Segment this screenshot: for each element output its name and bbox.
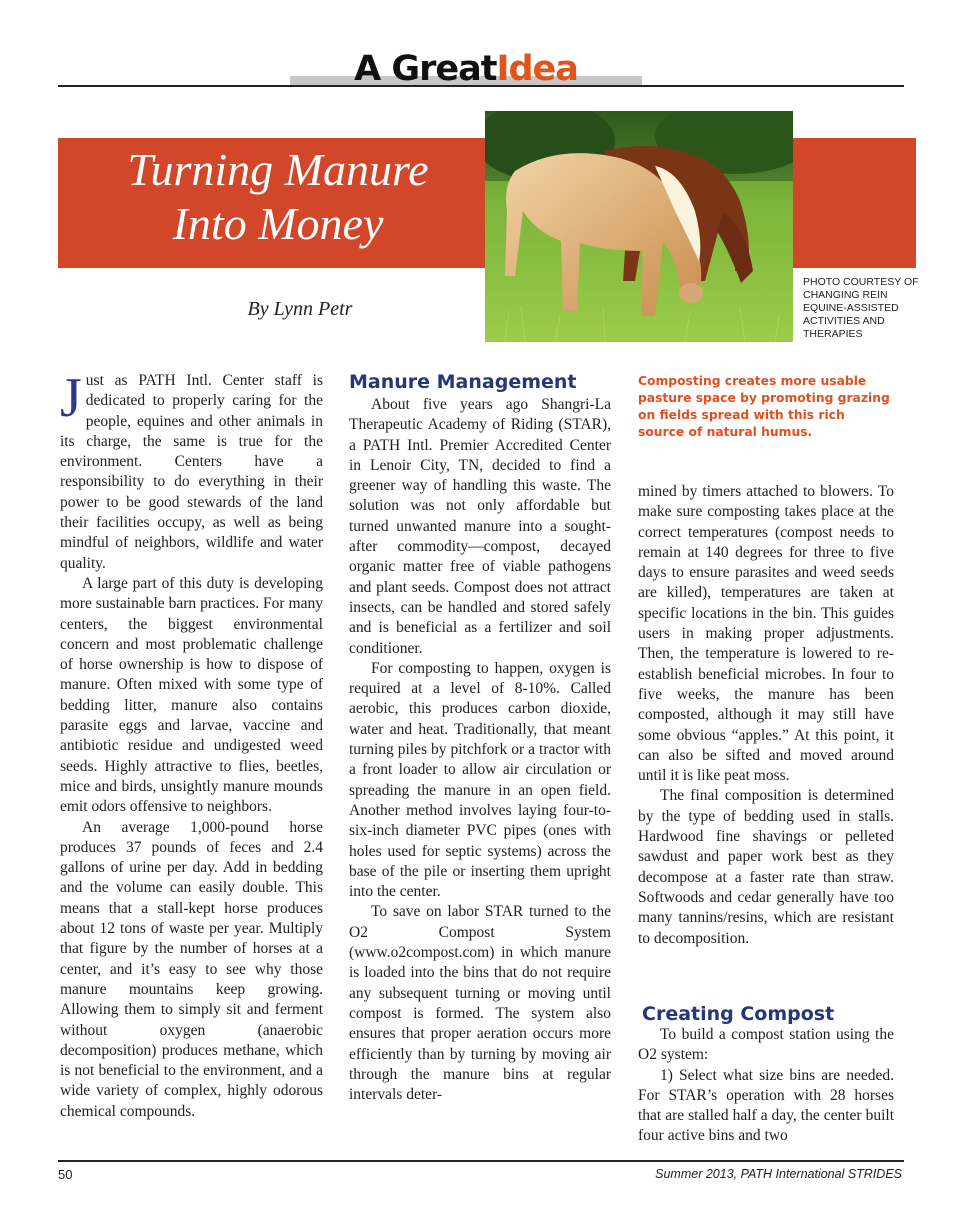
paragraph (60, 367, 323, 574)
section-heading-manure-management: Manure Management (349, 371, 577, 393)
kicker-part2: Idea (496, 49, 578, 89)
drop-cap: J (60, 367, 82, 429)
paragraph: 1) Select what size bins are needed. For STAR’s operation with 28 horses that are stalled half a day, the center built four active bins and two (638, 1066, 894, 1145)
paragraph-text: ust as PATH Intl. Center staff is dedicated to properly caring for the people, equines and other animals in its charge, the same is true for the environment. Centers have a responsibility to do everything in their power to be good stewards of the land their facilities occupy, as well as being mindful of neighbors, wildlife and water quality. (60, 372, 323, 572)
pull-quote: Composting creates more usable pasture space by promoting grazing on fields spread with this rich source of natural humus. (638, 374, 890, 439)
paragraph: For composting to happen, oxygen is required at a level of 8-10%. Called aerobic, this produces carbon dioxide, water and heat. Traditionally, that meant turning piles by pitchfork or a tractor with a front loader to allow air circulation or spreading the manure in an open field. Another method involves laying four-to-six-inch diameter PVC pipes (ones with holes used for septic systems) across the base of the pile or inserting them upright into the center. (349, 659, 611, 901)
issue-line: Summer 2013, PATH International STRIDES (655, 1167, 902, 1181)
column-3-continued (638, 1025, 894, 1147)
column-3 (638, 482, 894, 949)
paragraph: mined by timers attached to blowers. To make sure composting takes place at the correct temperatures (compost needs to remain at 140 degrees for three to five days to ensure parasites and weed seeds are killed), temperatures are taken at specific locations in the bin. This guides users in making proper adjustments. Then, the temperature is lowered to re-establish beneficial microbes. In four to five weeks, the manure has been composted, although it may still have some obvious “apples.” At this point, it can also be sifted and moved around until it is like peat moss. (638, 483, 894, 785)
byline: By Lynn Petr (247, 298, 353, 320)
paragraph: To build a compost station using the O2 system: (638, 1026, 894, 1064)
paragraph: A large part of this duty is developing more sustainable barn practices. For many centers, the biggest environmental concern and most problematic challenge of horse ownership is how to dispose of manure. Often mixed with some type of bedding litter, manure also contains parasite eggs and larvae, vaccine and antibiotic residue and undigested weed seeds. Highly attractive to flies, beetles, mice and birds, unsightly manure mounds emit odors offensive to neighbors. (60, 574, 323, 816)
article-title (58, 143, 498, 251)
section-heading-creating-compost: Creating Compost (642, 1003, 835, 1025)
paragraph: The final composition is determined by the type of bedding used in stalls. Hardwood fine shavings or pelleted sawdust and paper work best as they decompose at a faster rate than straw. Softwoods and cedar generally have too many tannins/resins, which are resistant to decomposition. (638, 787, 894, 947)
footer-rule (58, 1160, 904, 1162)
paragraph: To save on labor STAR turned to the O2 Compost System (www.o2compost.com) in which manure is loaded into the bins that do not require any subsequent turning or moving until compost is formed. The system also ensures that proper aeration occurs more efficiently than by turning by moving air through the manure bins at regular intervals deter- (349, 903, 611, 1104)
horses-photo (485, 111, 793, 342)
column-1 (60, 367, 323, 1122)
paragraph: An average 1,000-pound horse produces 37 pounds of feces and 2.4 gallons of urine per day. Add in bedding and the volume can easily double. This means that a stall-kept horse produces about 12 tons of waste per year. Multiply that figure by the number of horses at a center, and it’s easy to see why those manure mountains keep growing. Allowing them to simply sit and ferment without oxygen (anaerobic decomposition) produces methane, which is not beneficial to the environment, and a wide variety of complex, highly odorous chemical compounds. (60, 818, 323, 1120)
paragraph: About five years ago Shangri-La Therapeutic Academy of Riding (STAR), a PATH Intl. Premier Accredited Center in Lenoir City, TN, decided to find a greener way of handling this waste. The solution was not only affordable but turned unwanted manure into a sought-after commodity—compost, decayed organic matter free of viable pathogens and plant seeds. Compost does not attract insects, can be handled and stored safely and is beneficial as a fertilizer and soil conditioner. (349, 396, 611, 657)
section-kicker (290, 48, 642, 90)
title-line-2: Into Money (172, 198, 384, 249)
photo-credit: PHOTO COURTESY OF CHANGING REIN EQUINE-ASSISTED ACTIVITIES AND THERAPIES (803, 276, 919, 340)
title-line-1: Turning Manure (127, 144, 429, 195)
page-number: 50 (58, 1167, 73, 1182)
column-2 (349, 395, 611, 1105)
kicker-part1: A Great (354, 49, 497, 89)
